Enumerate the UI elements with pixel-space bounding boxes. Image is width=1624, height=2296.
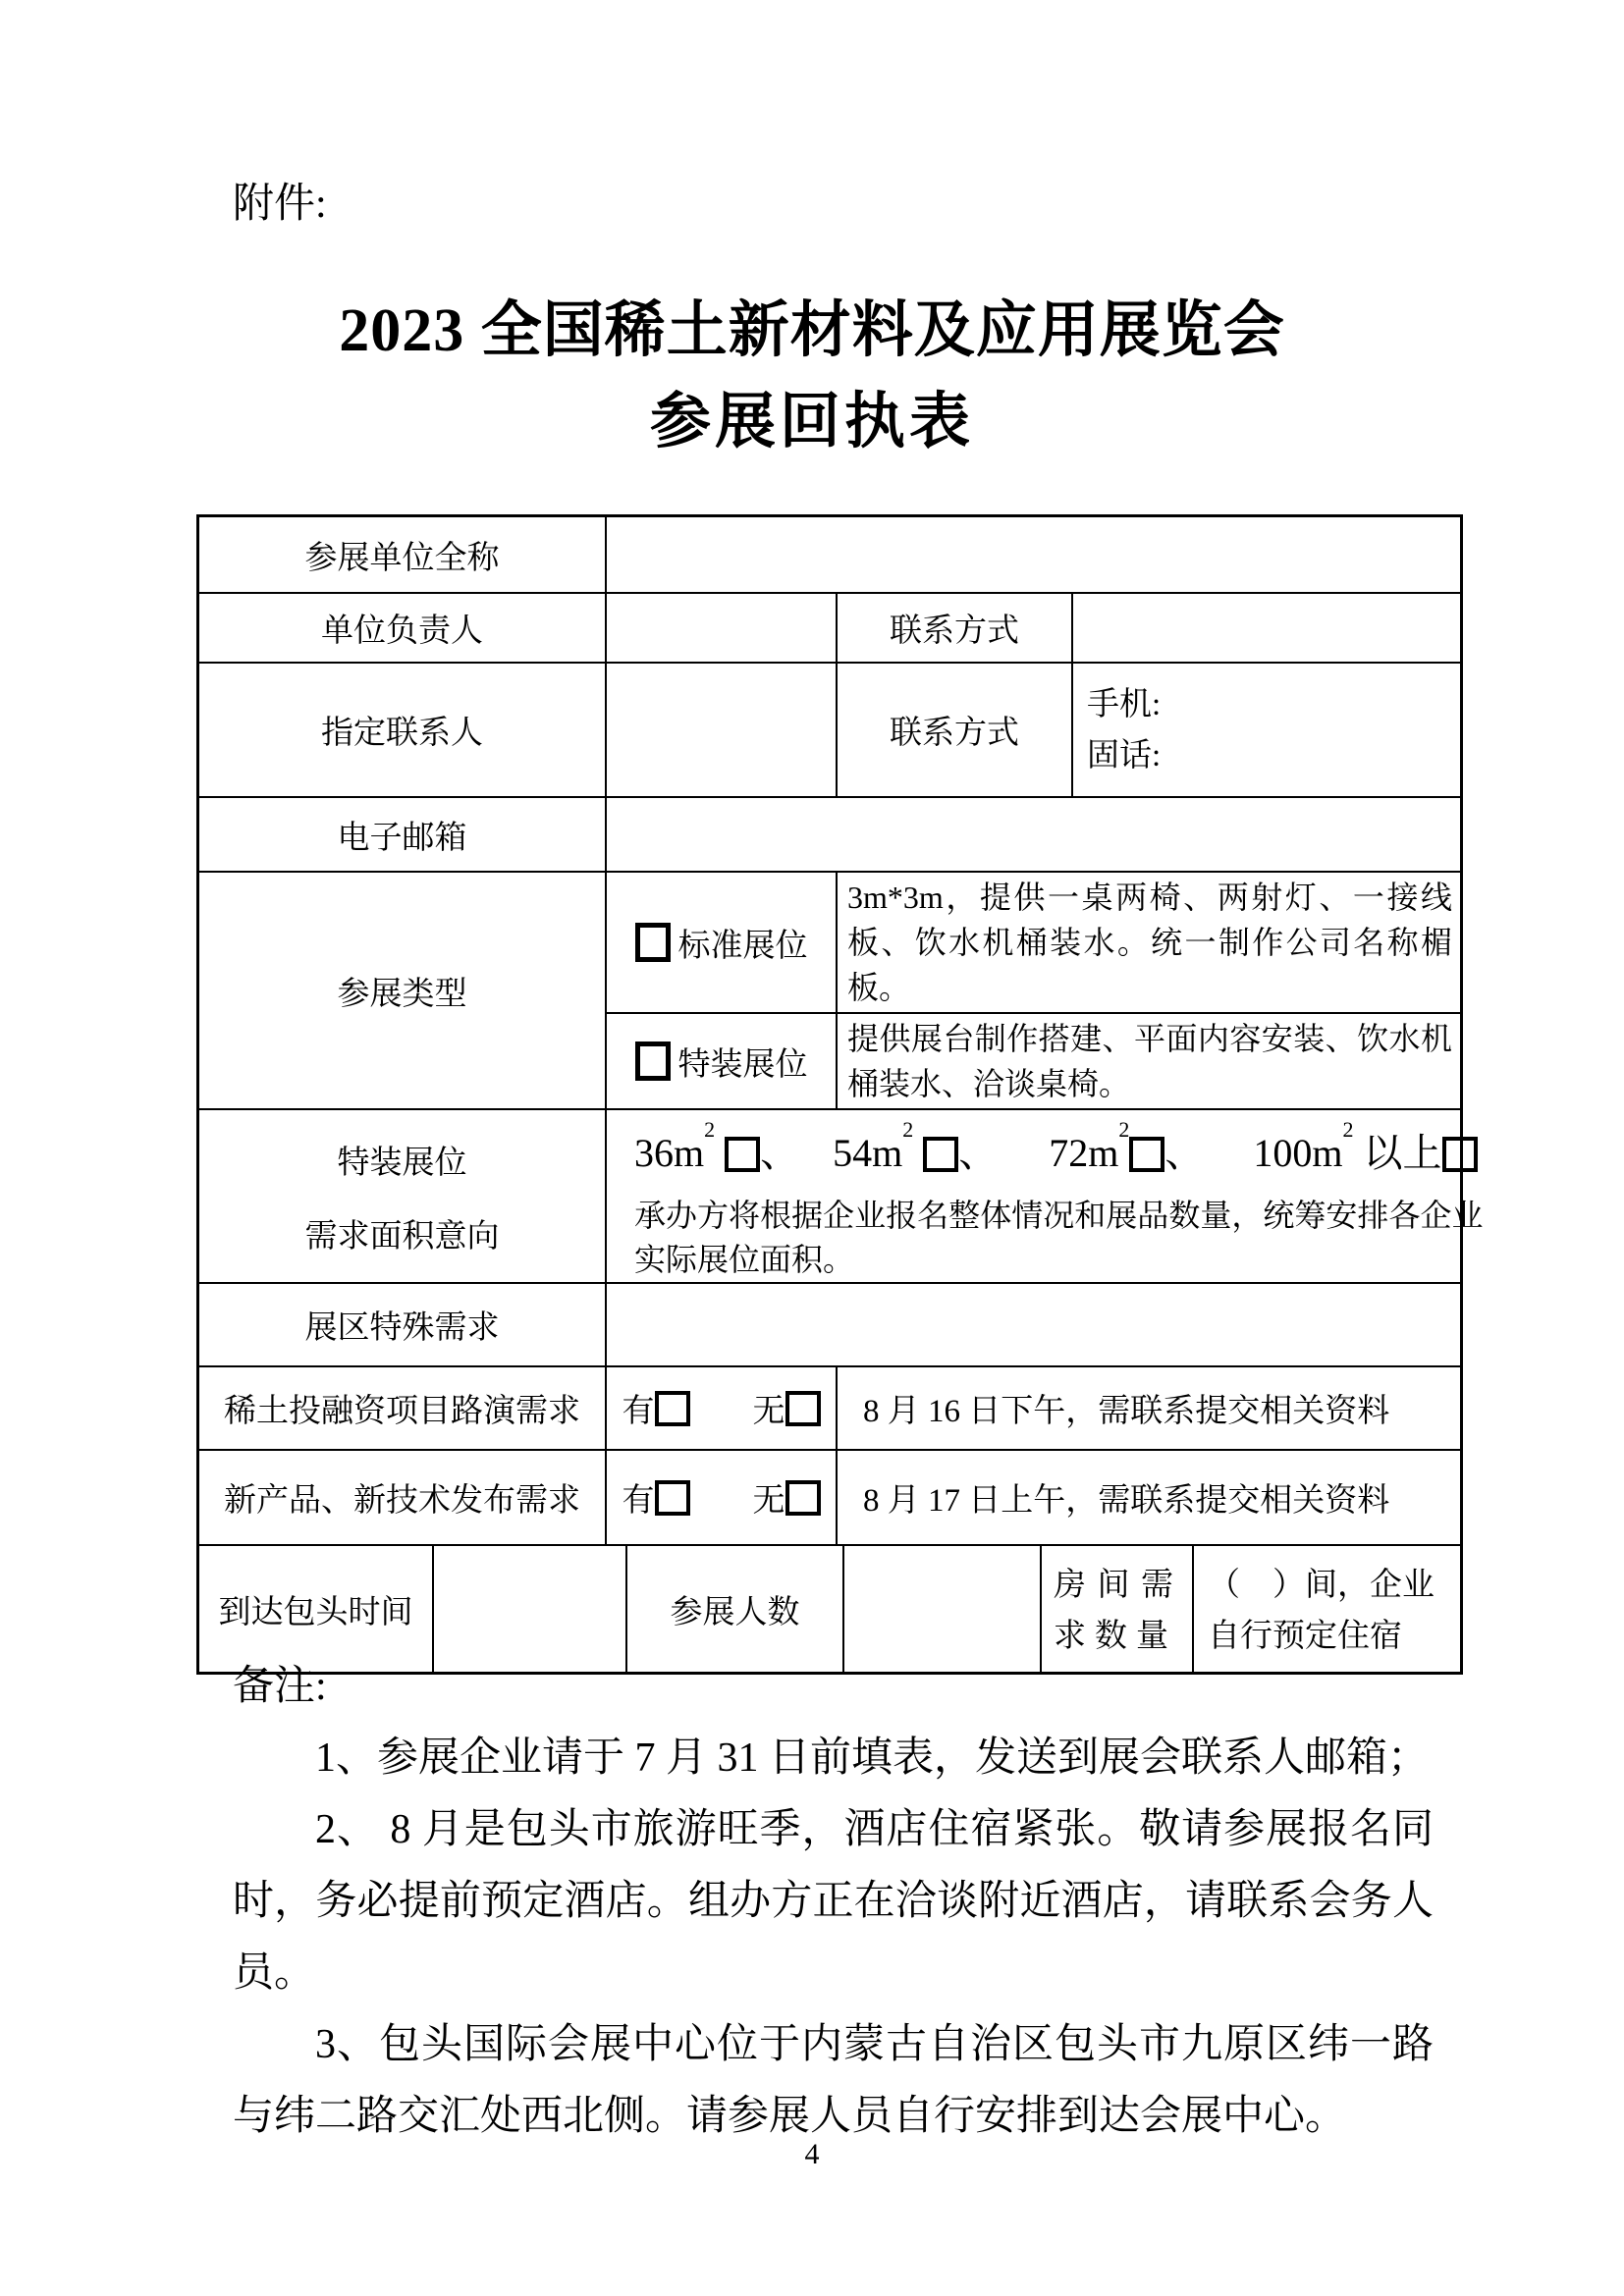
- document-title-line1: 2023 全国稀土新材料及应用展览会: [339, 297, 1285, 364]
- row-special-needs: [199, 1282, 1460, 1365]
- special-booth-row: [607, 1012, 1460, 1108]
- arrival-time-label: 到达包头时间: [199, 1546, 434, 1672]
- row-exhibit-type: [199, 871, 1460, 1108]
- row-product-launch: [199, 1449, 1460, 1544]
- size-option-100plus: [1253, 1116, 1477, 1175]
- yes-label: 有: [622, 1483, 655, 1519]
- standard-booth-label: 标准展位: [677, 928, 808, 964]
- phone-input-cell[interactable]: [1073, 664, 1460, 796]
- attendee-count-label: 参展人数: [627, 1546, 844, 1672]
- roadshow-yes-checkbox[interactable]: [655, 1391, 690, 1426]
- row-unit-name: [199, 517, 1460, 592]
- page-number: 4: [804, 2138, 820, 2170]
- size-36-checkbox[interactable]: [725, 1137, 760, 1172]
- special-booth-checkbox[interactable]: [635, 1041, 671, 1081]
- special-booth-label: 特装展位: [677, 1046, 808, 1083]
- contact-method-label-2: 联系方式: [838, 664, 1073, 796]
- unit-name-label: 参展单位全称: [199, 517, 607, 592]
- separator: 、: [760, 1131, 800, 1175]
- launch-yesno-cell: [607, 1451, 838, 1544]
- size-option-54: [833, 1116, 999, 1175]
- roadshow-label: 稀土投融资项目路演需求: [199, 1367, 607, 1449]
- email-input-cell[interactable]: [607, 798, 1460, 871]
- no-label: 无: [752, 1483, 785, 1519]
- room-demand-label: 房间需求数量: [1042, 1546, 1194, 1672]
- exhibit-type-options: [607, 873, 1460, 1108]
- size-72-sup: 2: [1118, 1116, 1130, 1142]
- size-36-label: 36m: [634, 1131, 705, 1175]
- document-title-line2: 参展回执表: [649, 389, 974, 455]
- size-100-suffix: 以上: [1363, 1131, 1442, 1175]
- size-72-checkbox[interactable]: [1129, 1137, 1164, 1172]
- exhibit-type-label: 参展类型: [199, 873, 607, 1108]
- launch-label: 新产品、新技术发布需求: [199, 1451, 607, 1544]
- contact-method-label-1: 联系方式: [838, 594, 1073, 662]
- note-item-1: 1、参展企业请于 7 月 31 日前填表，发送到展会联系人邮箱；: [315, 1735, 1430, 1781]
- separator: 、: [958, 1131, 999, 1175]
- head-contact-input-cell[interactable]: [1073, 594, 1460, 662]
- standard-booth-desc: 3m*3m，提供一桌两椅、两射灯、一接线板、饮水机桶装水。统一制作公司名称楣板。: [847, 880, 1452, 1005]
- designated-contact-label: 指定联系人: [199, 664, 607, 796]
- roadshow-yesno-cell: [607, 1367, 838, 1449]
- special-area-label-line1: 特装展位: [337, 1145, 467, 1181]
- size-option-36: [634, 1116, 800, 1175]
- standard-booth-checkbox[interactable]: [635, 923, 671, 962]
- row-roadshow: [199, 1365, 1460, 1449]
- room-demand-desc: （ ）间，企业自行预定住宿: [1208, 1568, 1435, 1654]
- head-of-unit-label: 单位负责人: [199, 594, 607, 662]
- standard-booth-option: [607, 873, 838, 1012]
- size-option-72: [1049, 1116, 1205, 1175]
- size-100-label: 100m: [1253, 1131, 1343, 1175]
- email-label: 电子邮箱: [199, 798, 607, 871]
- size-54-checkbox[interactable]: [923, 1137, 958, 1172]
- special-booth-option: [607, 1014, 838, 1108]
- landline-label: 固话:: [1087, 737, 1162, 774]
- separator: 、: [1164, 1131, 1205, 1175]
- no-label: 无: [752, 1394, 785, 1429]
- size-72-label: 72m: [1049, 1131, 1119, 1175]
- roadshow-desc: 8 月 16 日下午，需联系提交相关资料: [863, 1394, 1390, 1429]
- special-area-content: [607, 1110, 1497, 1282]
- notes-section: [233, 1651, 1434, 2153]
- launch-desc: 8 月 17 日上午，需联系提交相关资料: [863, 1483, 1390, 1519]
- special-booth-size-options: [634, 1116, 1484, 1178]
- special-area-label: [199, 1110, 607, 1282]
- launch-yes-checkbox[interactable]: [655, 1480, 690, 1516]
- size-100-sup: 2: [1342, 1116, 1354, 1142]
- launch-no-checkbox[interactable]: [785, 1480, 821, 1516]
- special-booth-desc: 提供展台制作搭建、平面内容安装、饮水机桶装水、洽谈桌椅。: [847, 1021, 1452, 1101]
- size-100-checkbox[interactable]: [1442, 1137, 1478, 1172]
- row-designated-contact: [199, 662, 1460, 796]
- special-needs-label: 展区特殊需求: [199, 1284, 607, 1365]
- note-item-3: 3、包头国际会展中心位于内蒙古自治区包头市九原区纬一路与纬二路交汇处西北侧。请参展人员自行安排到达会展中心。: [233, 2022, 1434, 2139]
- roadshow-no-checkbox[interactable]: [785, 1391, 821, 1426]
- notes-heading: 备注:: [233, 1664, 327, 1709]
- attachment-label: 附件:: [233, 182, 327, 227]
- special-area-label-line2: 需求面积意向: [304, 1218, 500, 1255]
- mobile-label: 手机:: [1087, 686, 1162, 722]
- yes-label: 有: [622, 1394, 655, 1429]
- standard-booth-row: [607, 873, 1460, 1012]
- row-special-area: [199, 1108, 1484, 1282]
- special-needs-input-cell[interactable]: [607, 1284, 1460, 1365]
- size-54-sup: 2: [902, 1116, 914, 1142]
- registration-form-table: [196, 514, 1484, 1675]
- size-54-label: 54m: [833, 1131, 903, 1175]
- note-item-2: 2、 8 月是包头市旅游旺季，酒店住宿紧张。敬请参展报名同时，务必提前预定酒店。组办方正在洽谈附近酒店，请联系会务人员。: [233, 1807, 1434, 1996]
- row-email: [199, 796, 1460, 871]
- row-head-of-unit: [199, 592, 1460, 662]
- size-36-sup: 2: [704, 1116, 716, 1142]
- unit-name-input-cell[interactable]: [607, 517, 1460, 592]
- head-of-unit-input-cell[interactable]: [607, 594, 838, 662]
- designated-contact-input-cell[interactable]: [607, 664, 838, 796]
- special-area-note: 承办方将根据企业报名整体情况和展品数量，统筹安排各企业实际展位面积。: [634, 1198, 1484, 1277]
